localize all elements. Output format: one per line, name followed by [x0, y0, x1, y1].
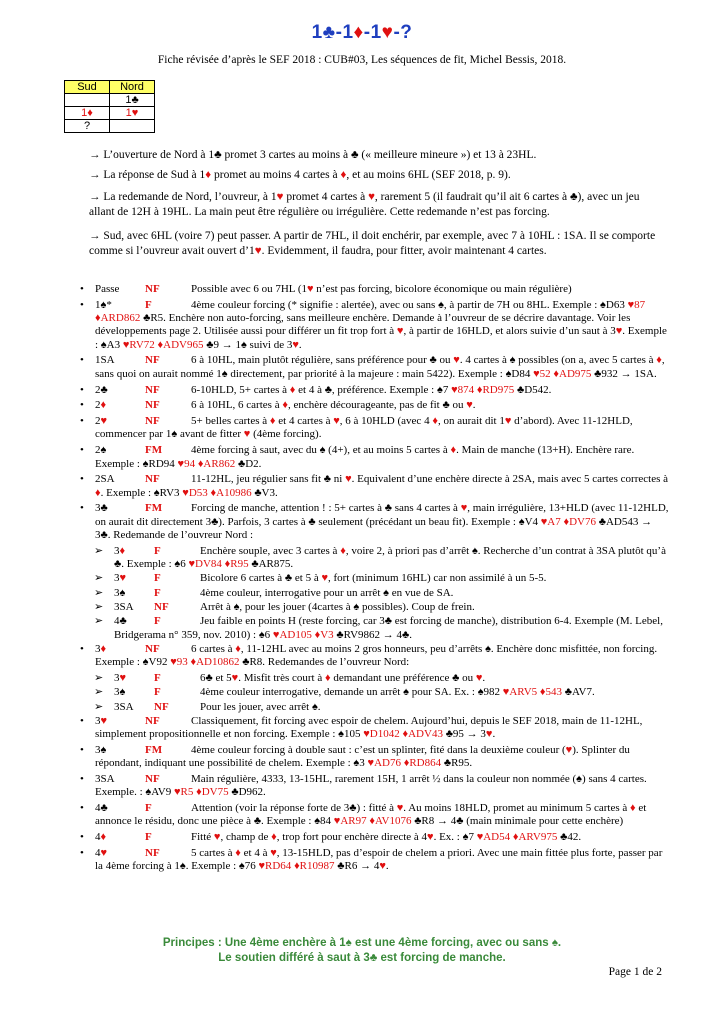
bid-call: 2♣ — [95, 383, 108, 396]
auction-cell — [110, 120, 155, 133]
bid-row — [80, 643, 670, 670]
bid-row — [80, 473, 670, 500]
bid-text: 4ème couleur forcing à double saut : c’est un splinter, fité dans la deuxième couleur (♥). Splinter du répondant, indiquant une possibilité de chelem. Exemple : ♠3 ♥AD76 ♦RD864 ♣R95. — [95, 744, 630, 770]
bid-force: FM — [145, 502, 163, 515]
bullet-icon: • — [80, 642, 84, 655]
bid-call: 1♠* — [95, 298, 112, 311]
sub-bid-row — [80, 545, 670, 572]
bid-row — [80, 283, 670, 296]
sub-bid-force: F — [154, 686, 161, 699]
arrow-bullet-icon: ➢ — [94, 586, 104, 599]
bid-force: F — [145, 298, 152, 311]
sub-bid-call: 3♠ — [114, 586, 126, 599]
bid-force: NF — [145, 415, 160, 428]
bid-text: Main régulière, 4333, 13-15HL, rarement 15H, 1 arrêt ½ dans la couleur non nommée (♠) sans 4 cartes. Exemple. : ♠AV9 ♥R5 ♦DV75 ♣D962. — [95, 773, 647, 799]
bid-row — [80, 399, 670, 412]
sub-bid-text: 4ème couleur interrogative, demande un arrêt ♠ pour SA. Ex. : ♠982 ♥ARV5 ♦543 ♣AV7. — [200, 686, 595, 699]
bid-row — [80, 299, 670, 352]
page-subtitle: Fiche révisée d’après le SEF 2018 : CUB#03, Les séquences de fit, Michel Bessis, 2018. — [157, 54, 567, 66]
bullet-icon: • — [80, 383, 84, 396]
bid-row — [80, 444, 670, 471]
principle-line: Principes : Une 4ème enchère à 1♠ est une 4ème forcing, avec ou sans ♠. — [162, 937, 562, 949]
bullet-icon: • — [80, 354, 84, 367]
sub-bid-call: 3♠ — [114, 686, 126, 699]
bid-text: 5 cartes à ♦ et 4 à ♥, 13-15HLD, pas d’espoir de chelem a priori. Avec une main fittée plus forte, passer par la 4ème forcing à 1♠. Exemple : ♠76 ♥RD64 ♦R10987 ♣R6 → 4♥. — [95, 847, 663, 873]
bid-force: FM — [145, 744, 163, 756]
bid-row — [80, 802, 670, 829]
auction-cell: 1♦ — [65, 107, 110, 120]
bid-text: 4ème couleur forcing (* signifie : alertée), avec ou sans ♠, à partir de 7H ou 8HL. Exemple : ♠D63 ♥87 ♦ARD862 ♣R5. Enchère non auto-forcing, sans meilleure enchère. Demande à l’ouvreur de se décrire davantage. Voir les développements page 2. Utilisée aussi pour différer un fit trop fort à ♥, à partir de 16HLD, et alors suivie d’un saut à 3♥. Exemple : ♠A3 ♥RV72 ♦ADV965 ♣9 → 1♠ suivi de 3♥. — [95, 298, 667, 351]
intro-paragraph: → L’ouverture de Nord à 1♣ promet 3 cartes au moins à ♣ (« meilleure mineure ») et 13 à 23HL. — [89, 149, 537, 161]
bid-force: F — [145, 802, 152, 815]
bullet-icon: • — [80, 773, 84, 786]
bid-call: 1SA — [95, 354, 115, 367]
sub-bid-row — [80, 672, 670, 685]
auction-cell: 1♥ — [110, 107, 155, 120]
bid-call: 3♣ — [95, 502, 108, 515]
bullet-icon: • — [80, 283, 84, 295]
sub-bid-force: F — [154, 586, 161, 599]
arrow-bullet-icon: ➢ — [94, 601, 104, 614]
sub-bid-row — [80, 572, 670, 585]
bid-text: 6 à 10HL, 6 cartes à ♦, enchère décourageante, pas de fit ♣ ou ♥. — [191, 399, 476, 412]
sub-bid-row — [80, 701, 670, 714]
bid-text: Possible avec 6 ou 7HL (1♥ n’est pas forcing, bicolore économique ou main régulière) — [191, 283, 572, 295]
bid-text: 6 cartes à ♦, 11-12HL avec au moins 2 gros honneurs, peu d’arrêts ♠. Enchère donc misfittée, non forcing. Exemple : ♠V92 ♥93 ♦AD10862 ♣R8. Redemandes de l’ouvreur Nord: — [95, 642, 658, 669]
bid-call: 3SA — [95, 773, 115, 786]
bullet-icon: • — [80, 714, 84, 727]
bid-call: 2♦ — [95, 399, 107, 412]
bullet-icon: • — [80, 473, 84, 486]
auction-cell: 1♣ — [110, 94, 155, 107]
sub-bid-text: 6♣ et 5♥. Misfit très court à ♦ demandant une préférence ♣ ou ♥. — [200, 672, 486, 685]
bid-force: NF — [145, 642, 160, 655]
principles-box — [0, 936, 724, 966]
bid-call: 3♥ — [95, 714, 108, 727]
sub-bid-text: Bicolore 6 cartes à ♣ et 5 à ♥, fort (minimum 16HL) car non assimilé à un 5-5. — [200, 572, 547, 585]
bid-force: NF — [145, 283, 160, 295]
auction-header-nord: Nord — [110, 81, 155, 94]
sub-bid-text: 4ème couleur, interrogative pour un arrêt ♠ en vue de SA. — [200, 586, 454, 599]
bid-force: NF — [145, 714, 160, 727]
sub-bid-call: 3♥ — [114, 672, 127, 685]
bullet-icon: • — [80, 831, 84, 844]
arrow-bullet-icon: ➢ — [94, 700, 104, 713]
bullet-icon: • — [80, 415, 84, 428]
intro-paragraph: → La réponse de Sud à 1♦ promet au moins 4 cartes à ♦, et au moins 6HL (SEF 2018, p. 9). — [89, 169, 511, 181]
bid-text: Attention (voir la réponse forte de 3♣) : fitté à ♥. Au moins 18HLD, promet au minimum 5 cartes à ♦ et annonce le résidu, donc une pièce à ♣. Exemple : ♠84 ♥AR97 ♦AV1076 ♣R8 → 4♣ (main minimale pour cette enchère) — [95, 802, 647, 828]
intro-paragraph: → Sud, avec 6HL (voire 7) peut passer. A partir de 7HL, il doit enchérir, par exemple, avec 7 à 10HL : 1SA. Il se comporte comme si l’ouvreur avait ouvert d’1♥. Evidemment, il faudra, pour fitter, avoir maintenant 4 cartes. — [89, 230, 656, 257]
bullet-icon: • — [80, 744, 84, 756]
bid-text: 5+ belles cartes à ♦ et 4 cartes à ♥, 6 à 10HLD (avec 4 ♦, on aurait dit 1♥ d’abord). Avec 11-12HLD, commencer par 1♠ avant de fitter ♥ (4ème forcing). — [95, 415, 633, 441]
intro-paragraph: → La redemande de Nord, l’ouvreur, à 1♥ promet 4 cartes à ♥, rarement 5 (il faudrait qu’il ait 6 cartes à ♣), avec un jeu allant de 12H à 19HL. La main peut être régulière ou irrégulière. Cette redemande n’est pas forcing. — [89, 191, 640, 218]
sub-bid-row — [80, 615, 670, 642]
bid-call: 4♦ — [95, 831, 107, 844]
bullet-icon: • — [80, 502, 84, 515]
bid-text: Classiquement, fit forcing avec espoir de chelem. Aujourd’hui, depuis le SEF 2018, main de 11-12HL, simplement propositionnelle et non forcing. Exemple : ♠105 ♥D1042 ♦ADV43 ♣95 → 3♥. — [95, 714, 643, 741]
sub-bid-row — [80, 587, 670, 600]
bid-row — [80, 847, 670, 874]
arrow-bullet-icon: ➢ — [94, 572, 104, 585]
bid-call: 4♥ — [95, 847, 108, 860]
bid-force: NF — [145, 473, 160, 486]
bid-row — [80, 502, 670, 542]
sub-bid-call: 3♥ — [114, 572, 127, 585]
bid-row — [80, 384, 670, 397]
bid-force: NF — [145, 383, 160, 396]
sub-bid-row — [80, 686, 670, 699]
bid-call: 3♦ — [95, 642, 107, 655]
bid-call: 4♣ — [95, 802, 108, 815]
sub-bid-text: Pour les jouer, avec arrêt ♠. — [200, 700, 321, 713]
bid-text: 4ème forcing à saut, avec du ♠ (4+), et au moins 5 cartes à ♦. Main de manche (13+H). Enchère rare. Exemple : ♠RD94 ♥94 ♦AR862 ♣D2. — [95, 444, 635, 470]
sub-bid-force: NF — [154, 700, 169, 713]
bid-row — [80, 354, 670, 381]
sub-bid-call: 4♣ — [114, 615, 127, 628]
sub-bid-call: 3♦ — [114, 544, 126, 557]
bid-row — [80, 744, 670, 771]
bid-force: NF — [145, 773, 160, 786]
arrow-bullet-icon: ➢ — [94, 544, 104, 557]
bid-row — [80, 715, 670, 742]
bid-force: F — [145, 831, 152, 844]
auction-table — [64, 80, 155, 133]
bid-call: 2♥ — [95, 415, 108, 428]
bid-call: 2♠ — [95, 444, 107, 457]
bid-force: NF — [145, 399, 160, 412]
bid-text: Fitté ♥, champ de ♦, trop fort pour enchère directe à 4♥. Ex. : ♠7 ♥AD54 ♦ARV975 ♣42. — [191, 831, 582, 844]
sub-bid-force: F — [154, 615, 161, 628]
sub-bid-force: F — [154, 672, 161, 685]
bid-text: 6 à 10HL, main plutôt régulière, sans préférence pour ♣ ou ♥. 4 cartes à ♠ possibles (on a, avec 5 cartes à ♦, sans quoi on aurait nommé 1♠ directement, par priorité à la majeure : main 5422). Exemple : ♠D84 ♥52 ♦AD975 ♣932 → 1SA. — [95, 354, 665, 380]
bid-text: 11-12HL, jeu régulier sans fit ♣ ni ♥. Equivalent d’une enchère directe à 2SA, mais avec 5 cartes correctes à ♦. Exemple : ♠RV3 ♥D53 ♦A10986 ♣V3. — [95, 473, 668, 499]
sub-bid-call: 3SA — [114, 601, 134, 614]
page-title: 1♣-1♦-1♥-? — [311, 22, 413, 43]
principle-line: Le soutien différé à saut à 3♣ est forcing de manche. — [218, 952, 506, 964]
bullet-icon: • — [80, 298, 84, 311]
bid-row — [80, 831, 670, 844]
auction-cell — [65, 94, 110, 107]
bid-call: Passe — [95, 283, 120, 295]
bid-row — [80, 773, 670, 800]
sub-bid-call: 3SA — [114, 700, 134, 713]
arrow-bullet-icon: ➢ — [94, 686, 104, 699]
bid-force: NF — [145, 354, 160, 367]
sub-bid-text: Jeu faible en points H (reste forcing, car 3♣ est forcing de manche), distribution 6-4. Exemple (M. Lebel, Bridgerama n° 359, nov. 2010) : ♠6 ♥AD105 ♦V3 ♣RV9862 → 4♣. — [114, 615, 663, 641]
bid-call: 3♠ — [95, 744, 107, 756]
bullet-icon: • — [80, 399, 84, 412]
sub-bid-force: NF — [154, 601, 169, 614]
bid-force: FM — [145, 444, 163, 457]
bullet-icon: • — [80, 802, 84, 815]
arrow-bullet-icon: ➢ — [94, 672, 104, 685]
auction-header-sud: Sud — [65, 81, 110, 94]
bullet-icon: • — [80, 444, 84, 457]
sub-bid-text: Enchère souple, avec 3 cartes à ♦, voire 2, à priori pas d’arrêt ♠. Recherche d’un contrat à 3SA plutôt qu’à ♣. Exemple : ♠6 ♥DV84 ♦R95 ♣AR875. — [114, 544, 666, 571]
bid-row — [80, 415, 670, 442]
sub-bid-row — [80, 601, 670, 614]
bid-call: 2SA — [95, 473, 115, 486]
bid-force: NF — [145, 847, 160, 860]
bid-text: 6-10HLD, 5+ cartes à ♦ et 4 à ♣, préférence. Exemple : ♠7 ♥874 ♦RD975 ♣D542. — [191, 383, 552, 396]
arrow-bullet-icon: ➢ — [94, 615, 104, 628]
bid-text: Forcing de manche, attention ! : 5+ cartes à ♣ sans 4 cartes à ♥, main irrégulière, 13+HLD (avec 11-12HLD, on aurait dit directement 3♣). Parfois, 3 cartes à ♣ seulement (précédant un beau fit). Exemple : ♠V4 ♥A7 ♦DV76 ♣AD543 → 3♣. Redemande de l’ouvreur Nord : — [95, 502, 669, 542]
bullet-icon: • — [80, 847, 84, 860]
sub-bid-text: Arrêt à ♠, pour les jouer (4cartes à ♠ possibles). Coup de frein. — [200, 601, 475, 614]
sub-bid-force: F — [154, 544, 161, 557]
page-number: Page 1 de 2 — [608, 966, 662, 978]
auction-cell: ? — [65, 120, 110, 133]
sub-bid-force: F — [154, 572, 161, 585]
bid-list — [80, 283, 670, 876]
